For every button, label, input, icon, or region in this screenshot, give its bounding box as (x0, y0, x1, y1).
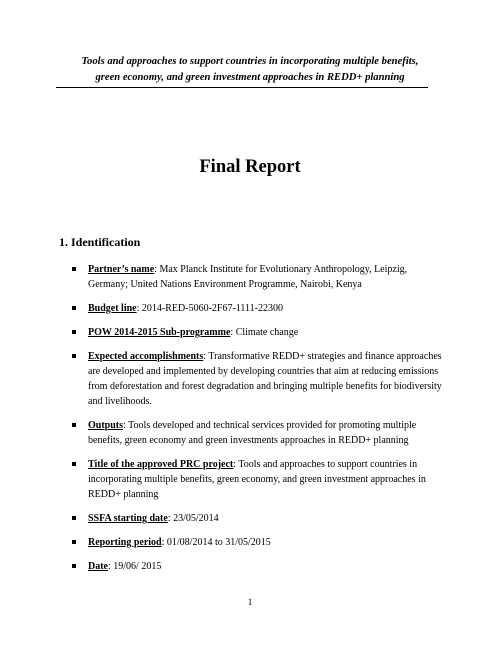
section-heading: 1. Identification (59, 235, 141, 249)
label-colon: : (161, 537, 165, 548)
item-value: 23/05/2014 (173, 513, 219, 524)
item-value: Tools and approaches to support countries in incorporating multiple benefits, green economy, and green investment approaches in REDD+ planning (88, 459, 426, 500)
item-label: Date (88, 561, 108, 572)
header-divider (56, 87, 428, 88)
item-value: Transformative REDD+ strategies and finance approaches are developed and implemented by developing countries that aim at reducing emissions from deforestation and forest degradation and bringing multiple benefits for biodiversity and livelihoods. (88, 351, 442, 407)
label-colon: : (136, 303, 140, 314)
item-label: POW 2014-2015 Sub-programme (88, 327, 231, 338)
list-item (72, 349, 442, 409)
list-item (72, 511, 442, 526)
list-item (72, 457, 442, 502)
identification-list (72, 262, 442, 583)
item-value: Tools developed and technical services provided for promoting multiple benefits, green economy and green investments approaches in REDD+ planning (88, 420, 417, 446)
list-item (72, 418, 442, 448)
document-header (40, 54, 460, 86)
header-line-1: Tools and approaches to support countries in incorporating multiple benefits, (81, 56, 419, 67)
list-item (72, 535, 442, 550)
item-label: Partner’s name (88, 264, 155, 275)
bullet-icon (72, 564, 76, 568)
list-item (72, 325, 442, 340)
item-value: 2014-RED-5060-2F67-1111-22300 (141, 303, 284, 314)
bullet-icon (72, 540, 76, 544)
bullet-icon (72, 516, 76, 520)
list-item (72, 301, 442, 316)
item-value: 19/06/ 2015 (113, 561, 162, 572)
label-colon: : (154, 264, 157, 275)
item-label: Expected accomplishments (88, 351, 204, 362)
bullet-icon (72, 267, 76, 271)
item-label: Budget line (88, 303, 137, 314)
bullet-icon (72, 354, 76, 358)
item-value: 01/08/2014 to 31/05/2015 (166, 537, 271, 548)
bullet-icon (72, 306, 76, 310)
label-colon: : (203, 351, 207, 362)
label-colon: : (233, 459, 237, 470)
header-line-2: green economy, and green investment approaches in REDD+ planning (95, 72, 405, 83)
bullet-icon (72, 462, 76, 466)
bullet-icon (72, 423, 76, 427)
report-title: Final Report (199, 157, 301, 177)
item-label: Reporting period (88, 537, 162, 548)
item-value: Max Planck Institute for Evolutionary Anthropology, Leipzig, Germany; United Nations Environment Programme, Nairobi, Kenya (88, 264, 408, 290)
bullet-icon (72, 330, 76, 334)
label-colon: : (230, 327, 234, 338)
list-item (72, 262, 442, 292)
label-colon: : (167, 513, 171, 524)
label-colon: : (123, 420, 126, 431)
list-item (72, 559, 442, 574)
page-number: 1 (247, 597, 253, 607)
item-label: Outputs (88, 420, 124, 431)
label-colon: : (108, 561, 111, 572)
item-label: SSFA starting date (88, 513, 168, 524)
item-label: Title of the approved PRC project (88, 459, 234, 470)
item-value: Climate change (235, 327, 299, 338)
